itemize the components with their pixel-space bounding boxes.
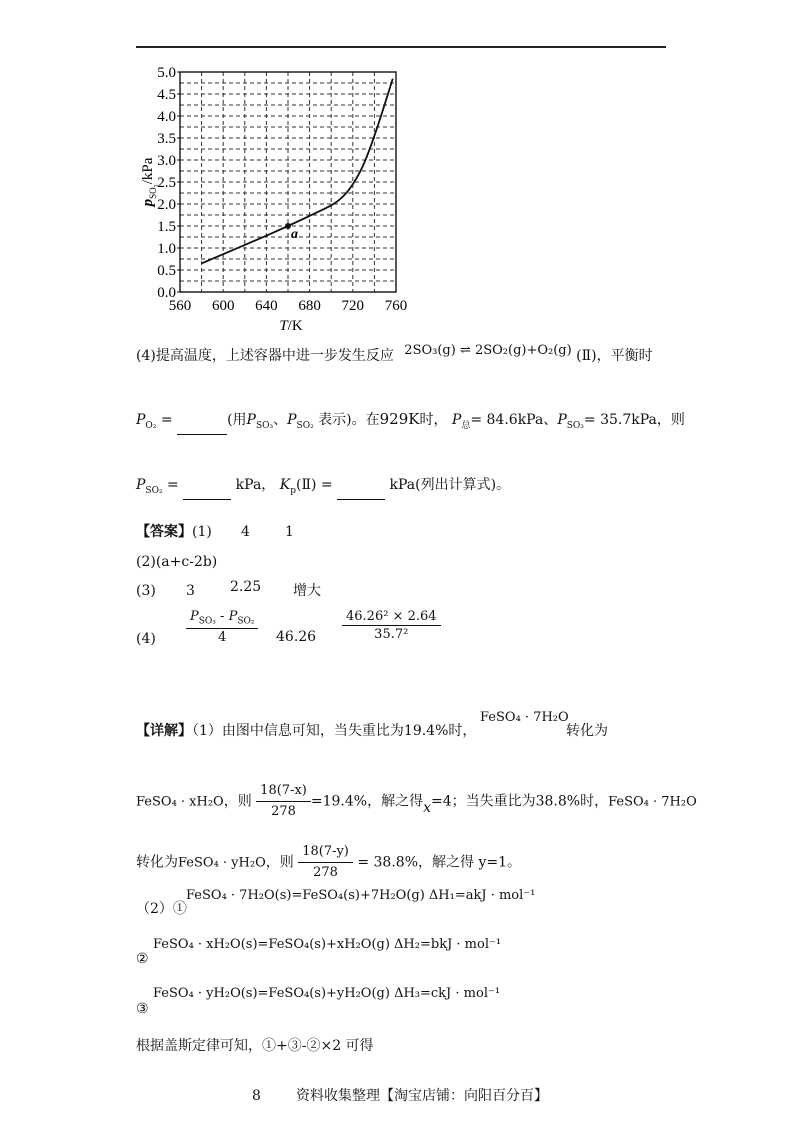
fraction-2-denominator: 35.7² [374,627,409,642]
answer-4-value-2: 46.26 [276,629,317,645]
p-total-value: = 84.6kPa [470,412,544,428]
answer-4-fraction-1: $\frac{P_{SO_3} - P_{SO_2}}{4}$ [186,609,258,645]
kp-symbol: K [279,477,291,493]
point-label: a [291,227,298,242]
p-total-sub: 总 [461,420,471,431]
yong-text: (用 [227,412,247,428]
detail-line1-formula: FeSO₄ · 7H₂O [480,710,569,725]
x-axis-label: T/K [279,318,303,334]
detail-eq2: FeSO₄ · xH₂O(s)=FeSO₄(s)+xH₂O(g) ΔH₂=bkJ · mol⁻¹ [153,937,502,952]
fraction-2-numerator: 46.26² × 2.64 [342,609,441,626]
unit-kpa-2: kPa [389,477,416,493]
y-tick-label: 1.0 [157,241,176,257]
y-tick-label: 2.0 [157,197,176,213]
answer-1-value-1: 4 [241,524,250,540]
kp-arg: (Ⅱ) = [295,477,333,493]
detail-line2-solve: ，解之得 [367,793,424,810]
y-tick-label: 1.5 [157,219,176,235]
answer-4-fraction-2 [342,609,441,642]
detail-title: 【详解】 [136,723,192,739]
y-tick-label: 2.5 [157,175,176,191]
chart-points [285,223,298,242]
p-so2-sub: SO₂ [296,420,314,431]
shi-text: 时， [419,412,448,428]
answer-4-label: (4) [136,631,156,647]
p-o2-eq: = [160,412,173,428]
y-tick-label: 4.5 [157,87,176,103]
detail-line3-start: 转化为 [136,854,178,871]
detail-frac1-num: 18(7-x) [256,782,311,802]
x-tick-label: 680 [298,298,321,314]
detail-line1 [136,722,476,740]
y-tick-label: 0.0 [157,285,176,301]
detail-line2-xval: =4；当失重比为38.8%时， [430,793,609,810]
q4-suffix: ，平衡时 [596,348,653,364]
answer-blank-pso2[interactable] [183,483,231,500]
y-tick-label: 5.0 [157,65,176,81]
answer-blank-po2[interactable] [177,418,227,435]
detail-frac1-den: 278 [271,804,296,819]
x-tick-label: 720 [341,298,365,314]
detail-line2-formula: FeSO₄ · xH₂O [136,794,224,810]
answer-3-value-2: 2.25 [230,579,262,595]
q4-line1 [136,343,653,366]
detail-eq1-label: （2）① [136,901,187,917]
x-tick-label: 600 [211,298,235,314]
detail-hess: 根据盖斯定律可知，①+③-②×2 可得 [136,1038,374,1054]
x-tick-label: 640 [255,298,278,314]
detail-line2 [136,782,697,821]
y-tick-label: 3.0 [157,153,176,169]
detail-line1-end: 转化为 [566,723,608,739]
detail-line2-eq: =19.4% [310,793,368,810]
y-axis-label: $p_{SO_3}$/kPa [140,157,158,207]
ze-text: ，则 [656,412,685,428]
detail-line2-ze: ，则 [223,793,252,810]
kp-sub: p [290,485,296,496]
x-tick-labels [169,298,408,314]
p-so2-eq: = [167,477,179,493]
detail-eq1: FeSO₄ · 7H₂O(s)=FeSO₄(s)+7H₂O(g) ΔH₁=akJ · mol⁻¹ [186,888,536,903]
p-o2-sub: O₂ [145,420,157,431]
answer-2: (2)(a+c-2b) [136,554,218,570]
answer-1-label: (1) [192,524,212,540]
answer-blank-kp[interactable] [337,483,385,500]
answer-3-value-3: 增大 [293,583,321,599]
detail-line3-ze: ，则 [265,854,294,871]
detail-line3 [136,843,521,882]
detail-line2-formula2: FeSO₄ · 7H₂O [608,794,697,810]
detail-line3-formula: FeSO₄ · yH₂O [178,855,266,871]
detail-frac2-den: 278 [313,865,338,880]
detail-eq2-label: ② [136,951,149,967]
answer-line1 [136,523,212,541]
detail-line2-x: x [423,799,431,816]
y-tick-label: 4.0 [157,109,176,125]
biaoshi-text: 表示)。在 [318,412,380,428]
unit-kpa-1: kPa [235,477,262,493]
answer-1-value-2: 1 [285,524,294,540]
answer-3-label: (3) [136,583,156,599]
q4-prefix: (4)提高温度，上述容器中进一步发生反应 [136,348,394,364]
q4-tag: (Ⅱ) [576,348,597,364]
detail-line3-eq: = 38.8% [357,854,418,871]
list-hint: (列出计算式)。 [415,477,511,493]
y-tick-labels [157,65,176,301]
detail-eq3: FeSO₄ · yH₂O(s)=FeSO₄(s)+yH₂O(g) ΔH₃=ckJ · mol⁻¹ [153,986,501,1001]
y-tick-label: 0.5 [157,263,176,279]
detail-eq3-label: ③ [136,1001,149,1017]
answer-title: 【答案】 [136,524,192,540]
fraction-1-denominator: 4 [218,629,227,645]
p-so3-sub: SO₃ [255,420,274,431]
dun: 、 [543,412,558,428]
page-number: 8 [252,1088,261,1104]
detail-line3-solve: ，解之得 y=1。 [418,854,521,871]
pressure-temperature-chart [0,0,800,340]
x-tick-label: 560 [168,298,192,314]
q4-line3: $P_{SO_2}$ = kPa， $K_p(Ⅱ) = kPa$(列出计算式)。 [136,476,510,500]
q4-line2: $P_{O_2}$ = (用$P_{SO_3}$、$P_{SO_2}$ 表示)。在929K时， $P_总= 84.6kPa$、$P_{SO_3}= 35.7kPa$，则 [136,410,685,435]
p-o2-symbol: P [136,412,146,428]
detail-frac2-num: 18(7-y) [298,843,353,863]
answer-3-value-1: 3 [186,583,195,599]
detail-line1-text: （1）由图中信息可知，当失重比为19.4%时， [192,723,477,739]
y-tick-label: 3.5 [157,131,176,147]
x-tick-label: 760 [384,298,408,314]
footer-text: 资料收集整理【淘宝店铺：向阳百分百】 [296,1088,548,1104]
p-so3-value: = 35.7kPa [583,412,657,428]
comma: ， [261,477,276,493]
temperature: 929K [379,410,420,428]
q4-reaction: 2SO₃(g) ⇌ 2SO₂(g)+O₂(g) [404,343,572,358]
